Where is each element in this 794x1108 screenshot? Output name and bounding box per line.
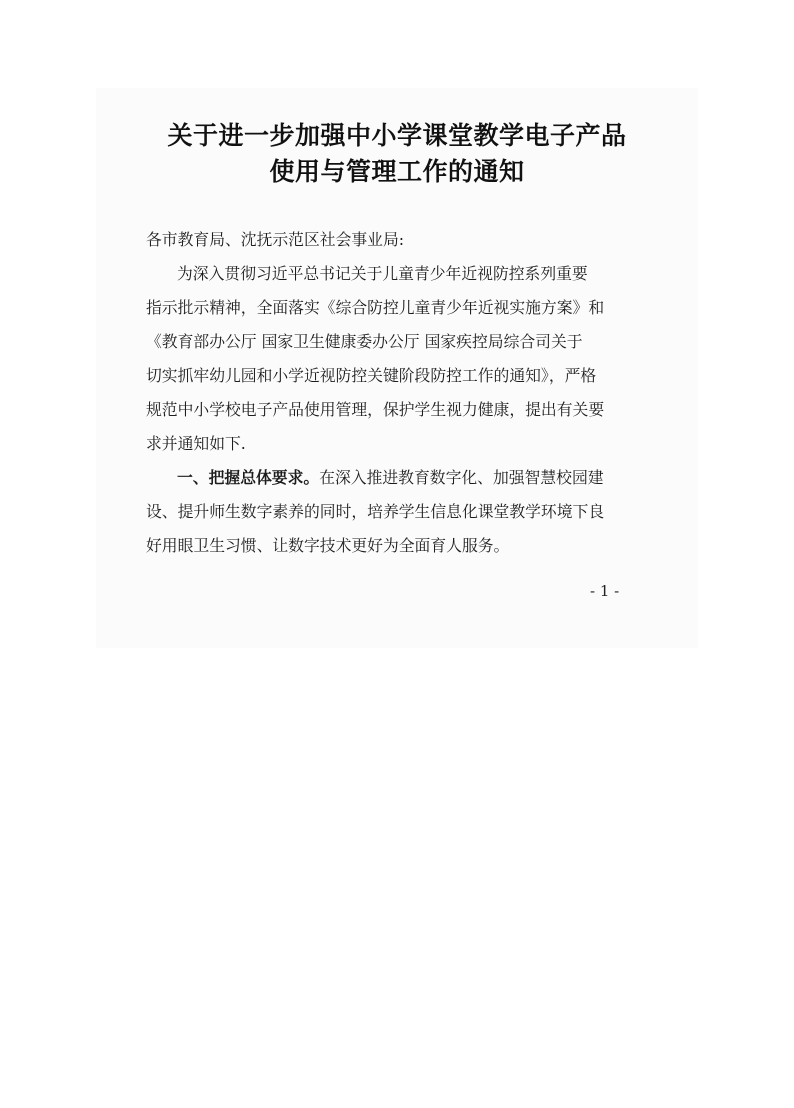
page-number: - 1 - [590, 582, 620, 600]
paragraph-1-line-1: 为深入贯彻习近平总书记关于儿童青少年近视防控系列重要 [177, 264, 588, 283]
section-1-line-1-text: 在深入推进教育数字化、加强智慧校园建 [319, 468, 604, 487]
section-1-heading: 一、把握总体要求。 [177, 468, 320, 487]
document-title-line-2: 使用与管理工作的通知 [269, 157, 525, 186]
paragraph-1-line-6: 求并通知如下. [146, 434, 246, 453]
paragraph-1-line-2: 指示批示精神，全面落实《综合防控儿童青少年近视实施方案》和 [146, 298, 605, 317]
salutation: 各市教育局、沈抚示范区社会事业局: [146, 230, 405, 249]
document-title-line-1: 关于进一步加强中小学课堂教学电子产品 [167, 121, 627, 150]
section-1-line-2: 设、提升师生数字素养的同时，培养学生信息化课堂教学环境下良 [146, 502, 605, 521]
paragraph-1-line-5: 规范中小学校电子产品使用管理，保护学生视力健康，提出有关要 [146, 400, 605, 419]
paragraph-1-line-3: 《教育部办公厅 国家卫生健康委办公厅 国家疾控局综合司关于 [146, 332, 583, 351]
section-1-line-1 [177, 468, 647, 488]
paragraph-1-line-4: 切实抓牢幼儿园和小学近视防控关键阶段防控工作的通知》，严格 [146, 366, 597, 385]
section-1-line-3: 好用眼卫生习惯、让数字技术更好为全面育人服务。 [146, 536, 510, 555]
